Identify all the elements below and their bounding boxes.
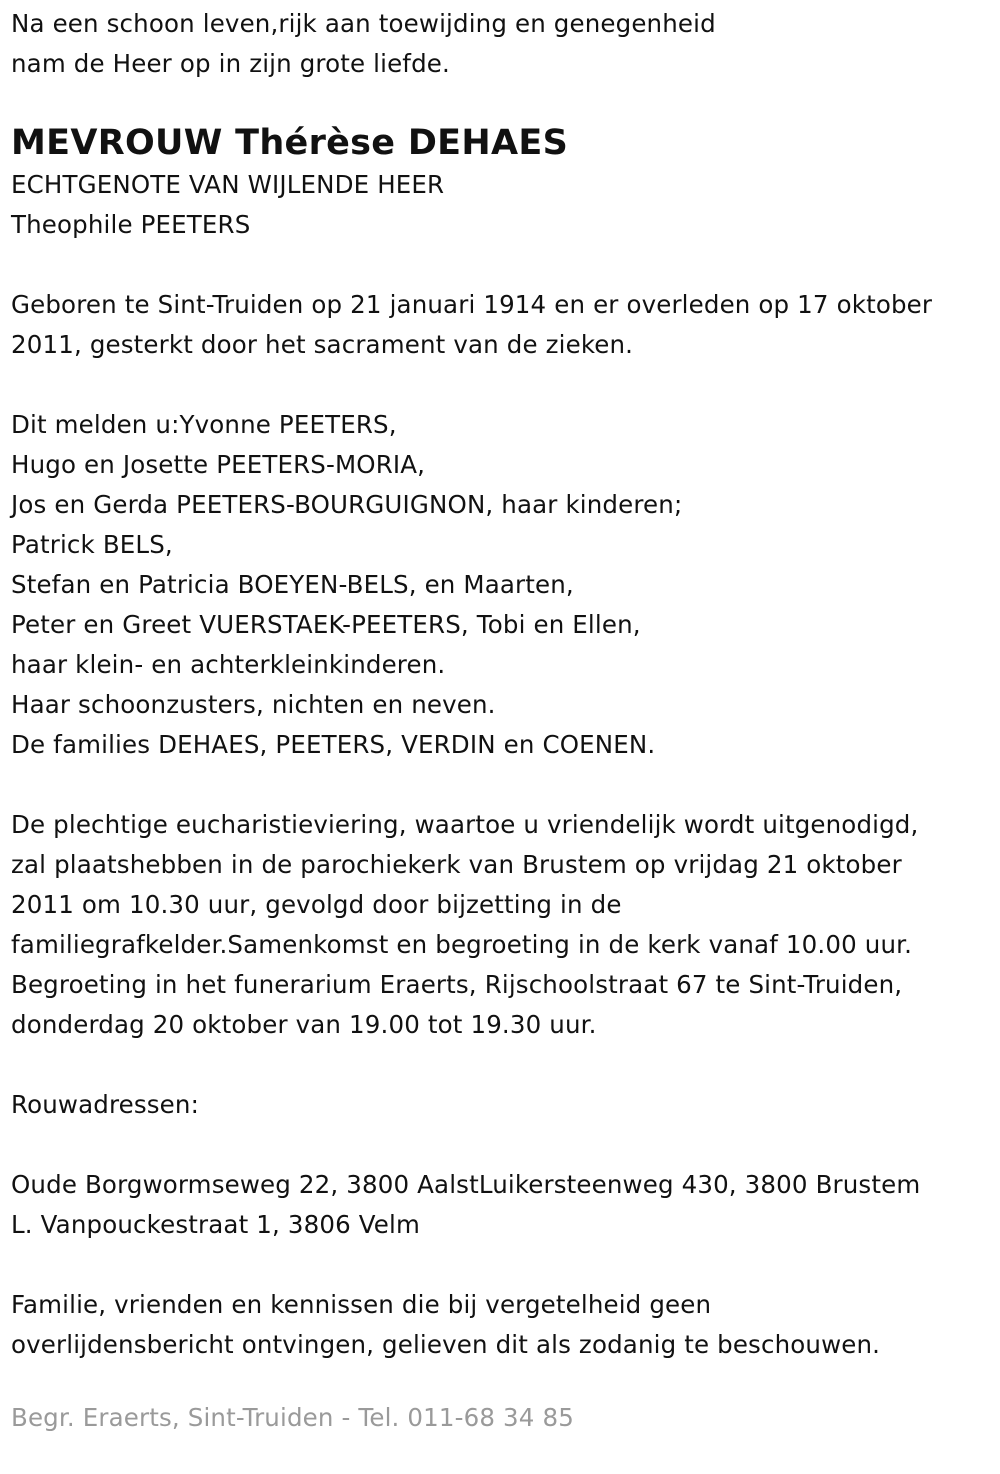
family-line: De families DEHAES, PEETERS, VERDIN en COENEN.: [11, 730, 656, 759]
ceremony-line: Begroeting in het funerarium Eraerts, Rijschoolstraat 67 te Sint-Truiden,: [11, 970, 903, 999]
spouse-line: ECHTGENOTE VAN WIJLENDE HEER: [11, 170, 445, 199]
family-line: Hugo en Josette PEETERS-MORIA,: [11, 450, 426, 479]
intro-line: Na een schoon leven,rijk aan toewijding en genegenheid: [11, 9, 716, 38]
address-line: L. Vanpouckestraat 1, 3806 Velm: [11, 1210, 420, 1239]
ceremony-block: [11, 805, 1000, 1045]
ceremony-line: De plechtige eucharistieviering, waartoe u vriendelijk wordt uitgenodigd,: [11, 810, 919, 839]
deceased-block: [11, 121, 1000, 245]
address-line: Oude Borgwormseweg 22, 3800 AalstLuikersteenweg 430, 3800 Brustem: [11, 1170, 921, 1199]
ceremony-line: donderdag 20 oktober van 19.00 tot 19.30 uur.: [11, 1010, 597, 1039]
birth-death-block: [11, 285, 1000, 365]
family-line: Peter en Greet VUERSTAEK-PEETERS, Tobi en Ellen,: [11, 610, 641, 639]
family-line: Haar schoonzusters, nichten en neven.: [11, 690, 496, 719]
family-block: [11, 405, 1000, 765]
ceremony-line: 2011 om 10.30 uur, gevolgd door bijzetting in de: [11, 890, 622, 919]
spouse-name: Theophile PEETERS: [11, 210, 251, 239]
family-line: haar klein- en achterkleinkinderen.: [11, 650, 446, 679]
ceremony-line: familiegrafkelder.Samenkomst en begroeting in de kerk vanaf 10.00 uur.: [11, 930, 913, 959]
family-line: Dit melden u:Yvonne PEETERS,: [11, 410, 397, 439]
funeral-home-footer: Begr. Eraerts, Sint-Truiden - Tel. 011-68 34 85: [11, 1403, 574, 1432]
closing-block: [11, 1285, 1000, 1365]
birth-death-line: 2011, gesterkt door het sacrament van de zieken.: [11, 330, 634, 359]
family-line: Jos en Gerda PEETERS-BOURGUIGNON, haar kinderen;: [11, 490, 683, 519]
closing-line: overlijdensbericht ontvingen, gelieven dit als zodanig te beschouwen.: [11, 1330, 881, 1359]
closing-line: Familie, vrienden en kennissen die bij vergetelheid geen: [11, 1290, 712, 1319]
intro-line: nam de Heer op in zijn grote liefde.: [11, 49, 450, 78]
family-line: Patrick BELS,: [11, 530, 173, 559]
obituary-page: [0, 4, 1000, 1474]
addresses-block: [11, 1165, 1000, 1245]
ceremony-line: zal plaatshebben in de parochiekerk van Brustem op vrijdag 21 oktober: [11, 850, 902, 879]
deceased-name: MEVROUW Thérèse DEHAES: [11, 123, 569, 163]
addresses-label: Rouwadressen:: [11, 1090, 199, 1119]
intro-block: [11, 4, 1000, 84]
birth-death-line: Geboren te Sint-Truiden op 21 januari 1914 en er overleden op 17 oktober: [11, 290, 933, 319]
family-line: Stefan en Patricia BOEYEN-BELS, en Maarten,: [11, 570, 574, 599]
